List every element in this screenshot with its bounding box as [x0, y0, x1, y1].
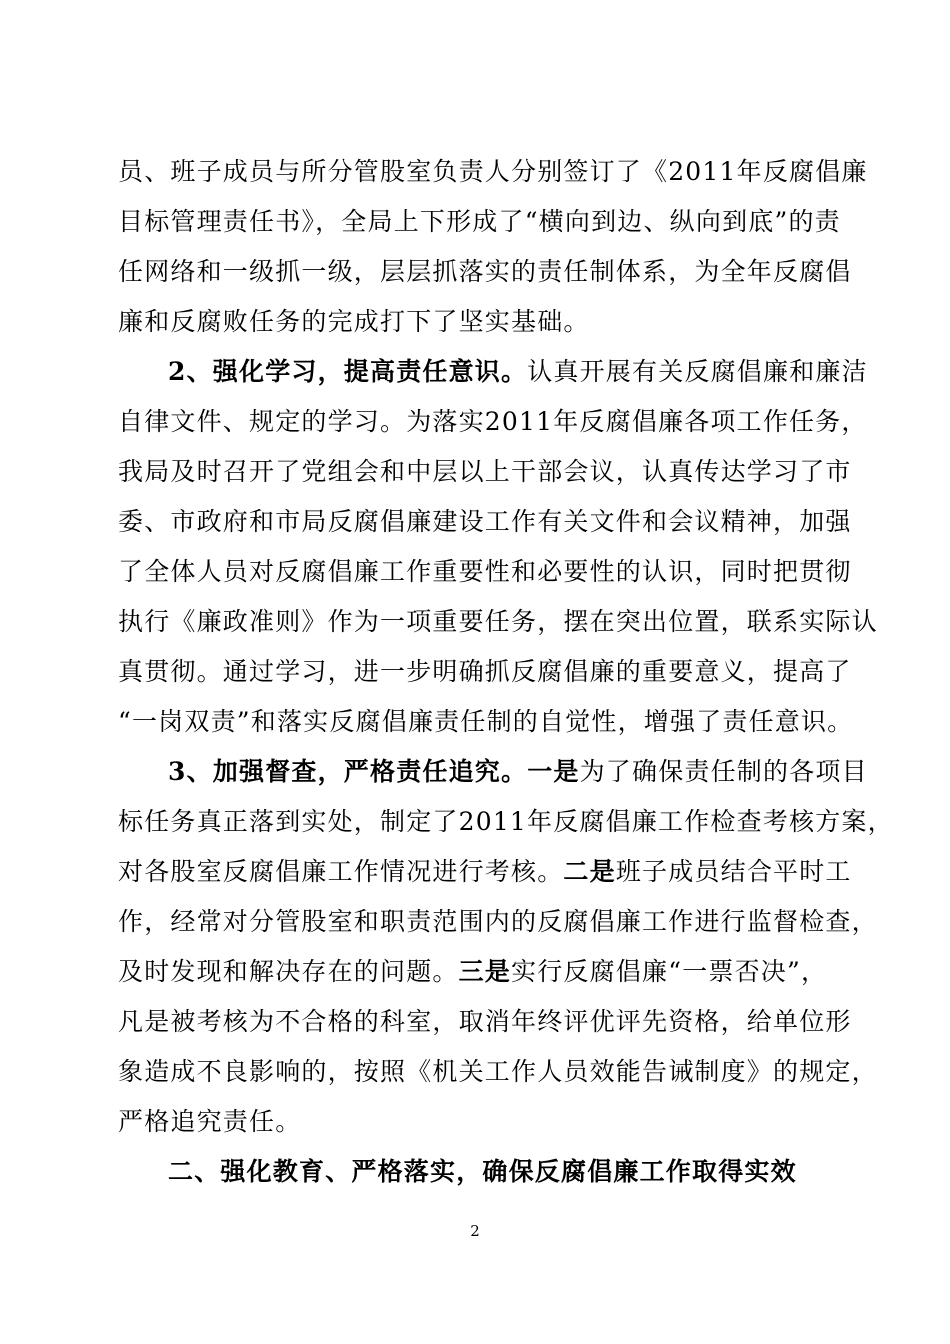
paragraph-2-line-4: 委、市政府和市局反腐倡廉建设工作有关文件和会议精神，加强	[118, 507, 852, 536]
paragraph-3-line-5-text-a: 及时发现和解决存在的问题。	[118, 957, 459, 986]
paragraph-3-line-8: 严格追究责任。	[118, 1107, 302, 1136]
paragraph-3-line-1	[168, 757, 868, 787]
paragraph-3-marker-1: 一是	[527, 757, 580, 786]
section-heading: 二、强化教育、严格落实，确保反腐倡廉工作取得实效	[168, 1157, 797, 1186]
paragraph-3-heading: 3、加强督查，严格责任追究。	[168, 757, 528, 786]
paragraph-2-line-1	[168, 357, 868, 387]
paragraph-3-line-2: 标任务真正落到实处，制定了2011年反腐倡廉工作检查考核方案，	[118, 807, 894, 836]
page-number: 2	[470, 1222, 480, 1240]
paragraph-1-line-4: 廉和反腐败任务的完成打下了坚实基础。	[118, 307, 590, 336]
paragraph-3-line-3	[118, 857, 852, 887]
paragraph-2-line-7: 真贯彻。通过学习，进一步明确抓反腐倡廉的重要意义，提高了	[118, 657, 852, 686]
paragraph-3-line-4: 作，经常对分管股室和职责范围内的反腐倡廉工作进行监督检查，	[118, 907, 878, 936]
paragraph-2-line-2: 自律文件、规定的学习。为落实2011年反腐倡廉各项工作任务，	[118, 407, 868, 436]
paragraph-2-line-5: 了全体人员对反腐倡廉工作重要性和必要性的认识，同时把贯彻	[118, 557, 852, 586]
paragraph-2-line-1-text: 认真开展有关反腐倡廉和廉洁	[527, 357, 868, 386]
paragraph-2-heading: 2、强化学习，提高责任意识。	[168, 357, 528, 386]
paragraph-3-line-1-text: 为了确保责任制的各项目	[579, 757, 868, 786]
paragraph-3-marker-3: 三是	[458, 957, 512, 986]
paragraph-3-line-6: 凡是被考核为不合格的科室，取消年终评优评先资格，给单位形	[118, 1007, 852, 1036]
paragraph-3-line-3-text-b: 班子成员结合平时工	[615, 857, 852, 886]
paragraph-3-marker-2: 二是	[563, 857, 616, 886]
paragraph-3-line-5	[118, 957, 827, 987]
paragraph-2-line-6: 执行《廉政准则》作为一项重要任务，摆在突出位置，联系实际认	[118, 607, 878, 636]
paragraph-3-line-7: 象造成不良影响的，按照《机关工作人员效能告诫制度》的规定，	[118, 1057, 878, 1086]
paragraph-2-line-3: 我局及时召开了党组会和中层以上干部会议，认真传达学习了市	[118, 457, 852, 486]
paragraph-3-line-5-text-b: 实行反腐倡廉“一票否决”，	[511, 957, 828, 986]
paragraph-1-line-1: 员、班子成员与所分管股室负责人分别签订了《2011年反腐倡廉	[118, 157, 868, 186]
paragraph-3-line-3-text-a: 对各股室反腐倡廉工作情况进行考核。	[118, 857, 564, 886]
paragraph-2-line-8: “一岗双责”和落实反腐倡廉责任制的自觉性，增强了责任意识。	[118, 707, 854, 736]
paragraph-1-line-3: 任网络和一级抓一级，层层抓落实的责任制体系，为全年反腐倡	[118, 257, 852, 286]
paragraph-1-line-2: 目标管理责任书》，全局上下形成了“横向到边、纵向到底”的责	[118, 207, 841, 236]
